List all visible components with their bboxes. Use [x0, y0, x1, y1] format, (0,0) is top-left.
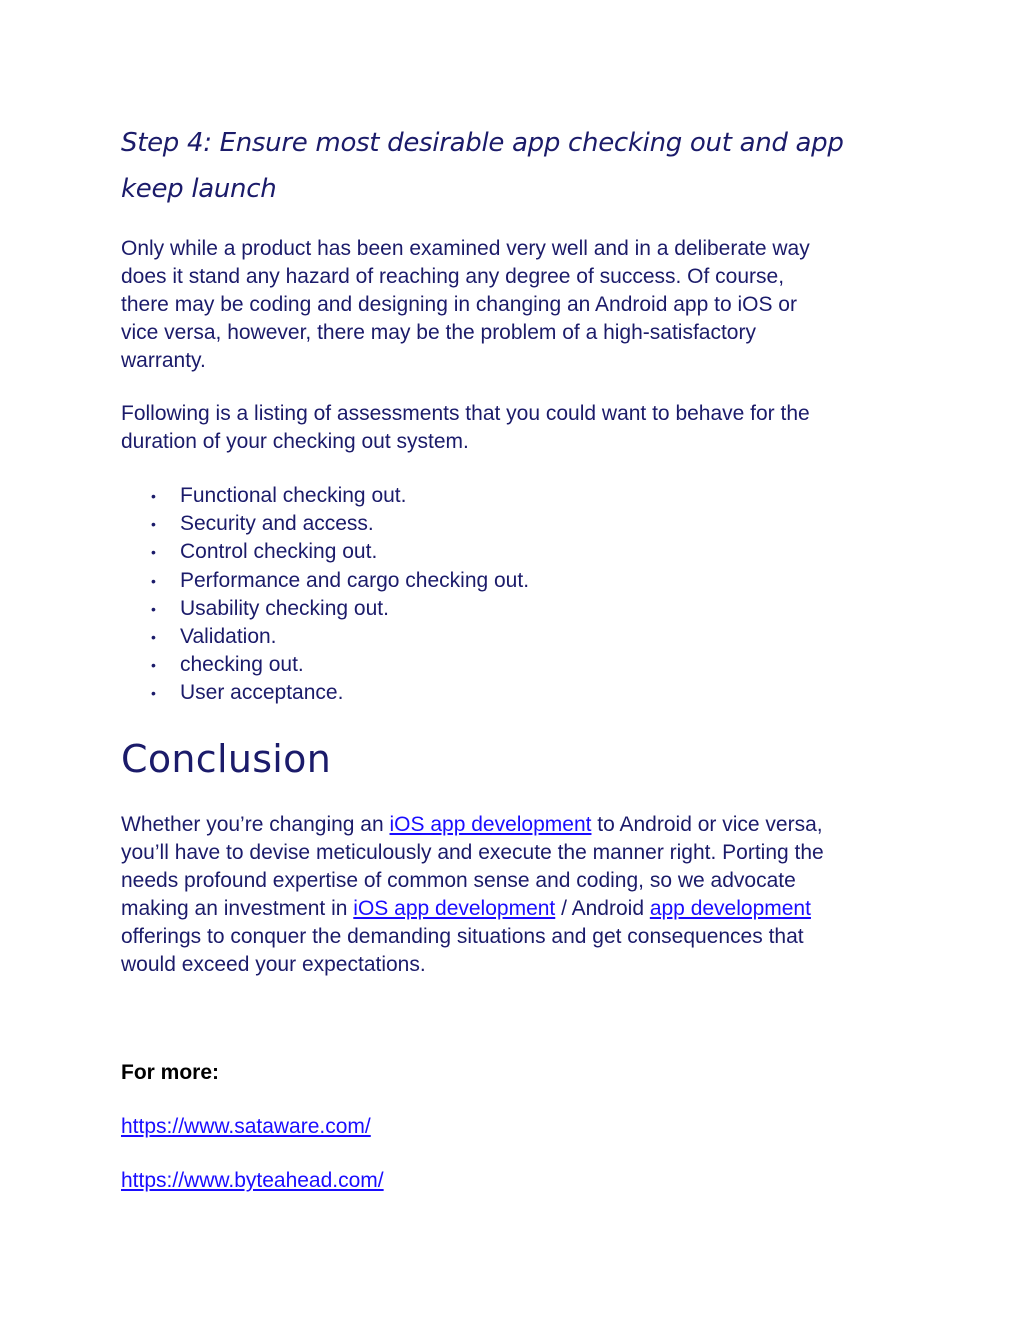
list-item — [121, 651, 529, 679]
paragraph-line: offerings to conquer the demanding situations and get consequences that — [121, 925, 804, 948]
bullet-icon: • — [151, 657, 156, 674]
app-development-link[interactable]: app development — [649, 897, 811, 920]
list-item — [121, 567, 529, 595]
ios-app-development-link[interactable]: iOS app development — [389, 813, 592, 836]
paragraph-text: making an investment in — [121, 897, 354, 920]
paragraph-line: does it stand any hazard of reaching any degree of success. Of course, — [121, 265, 785, 288]
list-item-text: checking out. — [180, 653, 304, 677]
list-item-text: Control checking out. — [180, 540, 378, 564]
list-item-text: Security and access. — [180, 512, 374, 536]
paragraph-text: Whether you’re changing an — [121, 813, 390, 836]
conclusion-paragraph — [121, 811, 911, 979]
url-line — [121, 1167, 384, 1195]
step-heading-line-1: Step 4: Ensure most desirable app checking out and app — [121, 128, 844, 158]
step-heading — [121, 120, 881, 212]
paragraph-line: would exceed your expectations. — [121, 953, 426, 976]
bullet-icon: • — [151, 685, 156, 702]
list-item — [121, 595, 529, 623]
list-item-text: Performance and cargo checking out. — [180, 568, 530, 592]
list-item-text: User acceptance. — [180, 681, 344, 705]
list-item-text: Usability checking out. — [180, 596, 389, 620]
bullet-icon: • — [151, 572, 156, 589]
list-item — [121, 510, 529, 538]
list-item — [121, 679, 529, 707]
bullet-icon: • — [151, 544, 156, 561]
paragraph-text: / Android — [555, 897, 650, 920]
byteahead-url-link[interactable]: https://www.byteahead.com/ — [121, 1169, 384, 1192]
sataware-url-link[interactable]: https://www.sataware.com/ — [121, 1115, 371, 1138]
paragraph-line: Following is a listing of assessments that you could want to behave for the — [121, 402, 810, 425]
list-item — [121, 623, 529, 651]
conclusion-heading: Conclusion — [121, 737, 332, 781]
step-heading-line-2: keep launch — [121, 174, 277, 204]
paragraph-line: needs profound expertise of common sense and coding, so we advocate — [121, 869, 796, 892]
paragraph-line: you’ll have to devise meticulously and execute the manner right. Porting the — [121, 841, 824, 864]
list-item-text: Functional checking out. — [180, 484, 407, 507]
paragraph-text: to Android or vice versa, — [591, 813, 823, 836]
assessment-list — [121, 482, 529, 708]
bullet-icon: • — [151, 488, 156, 504]
for-more-label: For more: — [121, 1061, 220, 1084]
paragraph-line: Only while a product has been examined very well and in a deliberate way — [121, 237, 810, 260]
assessments-intro-paragraph — [121, 400, 911, 456]
url-line — [121, 1113, 371, 1141]
testing-paragraph — [121, 235, 911, 375]
bullet-icon: • — [151, 600, 156, 617]
list-item-text: Validation. — [180, 624, 277, 648]
paragraph-line: vice versa, however, there may be the problem of a high-satisfactory — [121, 321, 756, 344]
bullet-icon: • — [151, 516, 156, 533]
bullet-icon: • — [151, 628, 156, 645]
paragraph-line: duration of your checking out system. — [121, 430, 469, 453]
ios-app-development-link-2[interactable]: iOS app development — [353, 897, 556, 920]
paragraph-line: warranty. — [121, 349, 206, 372]
list-item — [121, 482, 529, 510]
paragraph-line: there may be coding and designing in changing an Android app to iOS or — [121, 293, 797, 316]
list-item — [121, 538, 529, 566]
